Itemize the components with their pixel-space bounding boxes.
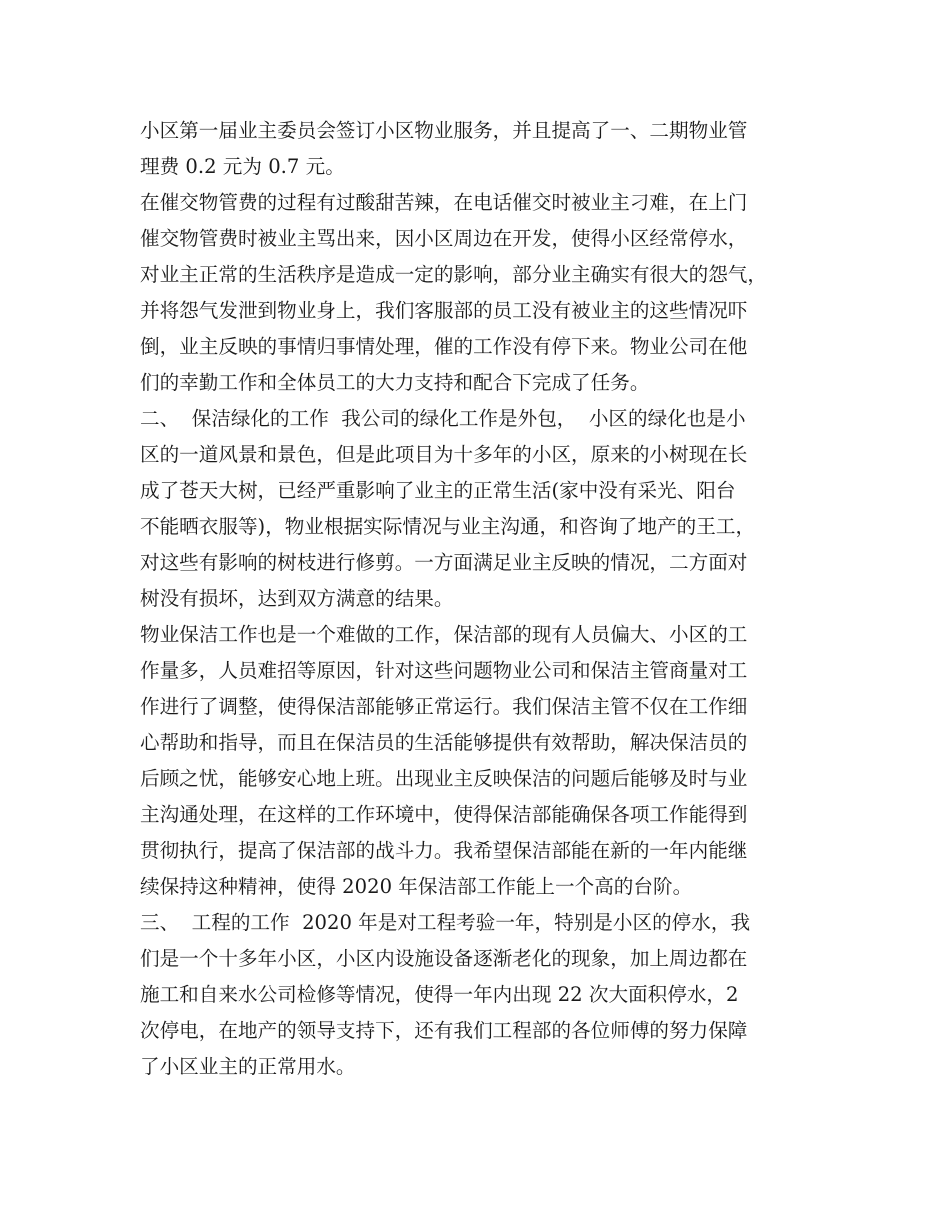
text-line: 物业保洁工作也是一个难做的工作，保洁部的现有人员偏大、小区的工 [140,623,748,646]
text-line: 区的一道风景和景色，但是此项目为十多年的小区，原来的小树现在长 [140,443,748,466]
document-body [140,113,830,1085]
text-line: 并将怨气发泄到物业身上，我们客服部的员工没有被业主的这些情况吓 [140,299,748,322]
text-line: 们是一个十多年小区，小区内设施设备逐渐老化的现象，加上周边都在 [140,947,748,970]
text-line: 在催交物管费的过程有过酸甜苦辣，在电话催交时被业主刁难，在上门 [140,191,748,214]
text-line: 催交物管费时被业主骂出来，因小区周边在开发，使得小区经常停水， [140,227,748,250]
text-line: 作进行了调整，使得保洁部能够正常运行。我们保洁主管不仅在工作细 [140,695,748,718]
text-line: 心帮助和指导，而且在保洁员的生活能够提供有效帮助，解决保洁员的 [140,731,748,754]
text-line: 成了苍天大树，已经严重影响了业主的正常生活(家中没有采光、阳台 [140,479,736,502]
text-line: 施工和自来水公司检修等情况，使得一年内出现 22 次大面积停水，2 [140,983,739,1006]
text-line: 理费 0.2 元为 0.7 元。 [140,155,345,178]
text-line: 对业主正常的生活秩序是造成一定的影响，部分业主确实有很大的怨气， [140,263,767,286]
text-line: 主沟通处理，在这样的工作环境中，使得保洁部能确保各项工作能得到 [140,803,748,826]
text-line: 小区第一届业主委员会签订小区物业服务，并且提高了一、二期物业管 [140,119,748,142]
text-line: 树没有损坏，达到双方满意的结果。 [140,587,454,610]
text-line: 贯彻执行，提高了保洁部的战斗力。我希望保洁部能在新的一年内能继 [140,839,748,862]
text-line: 了小区业主的正常用水。 [140,1055,356,1078]
text-line: 不能晒衣服等)，物业根据实际情况与业主沟通，和咨询了地产的王工， [140,515,756,538]
text-line: 后顾之忧，能够安心地上班。出现业主反映保洁的问题后能够及时与业 [140,767,748,790]
text-line: 续保持这种精神，使得 2020 年保洁部工作能上一个高的台阶。 [140,875,693,898]
text-line: 作量多，人员难招等原因，针对这些问题物业公司和保洁主管商量对工 [140,659,748,682]
text-line: 次停电，在地产的领导支持下，还有我们工程部的各位师傅的努力保障 [140,1019,748,1042]
text-line: 三、 工程的工作 2020 年是对工程考验一年，特别是小区的停水，我 [140,911,751,934]
text-line: 二、 保洁绿化的工作 我公司的绿化工作是外包， 小区的绿化也是小 [140,407,746,430]
text-line: 对这些有影响的树枝进行修剪。一方面满足业主反映的情况，二方面对 [140,551,748,574]
text-line: 倒，业主反映的事情归事情处理，催的工作没有停下来。物业公司在他 [140,335,748,358]
text-line: 们的幸勤工作和全体员工的大力支持和配合下完成了任务。 [140,371,650,394]
